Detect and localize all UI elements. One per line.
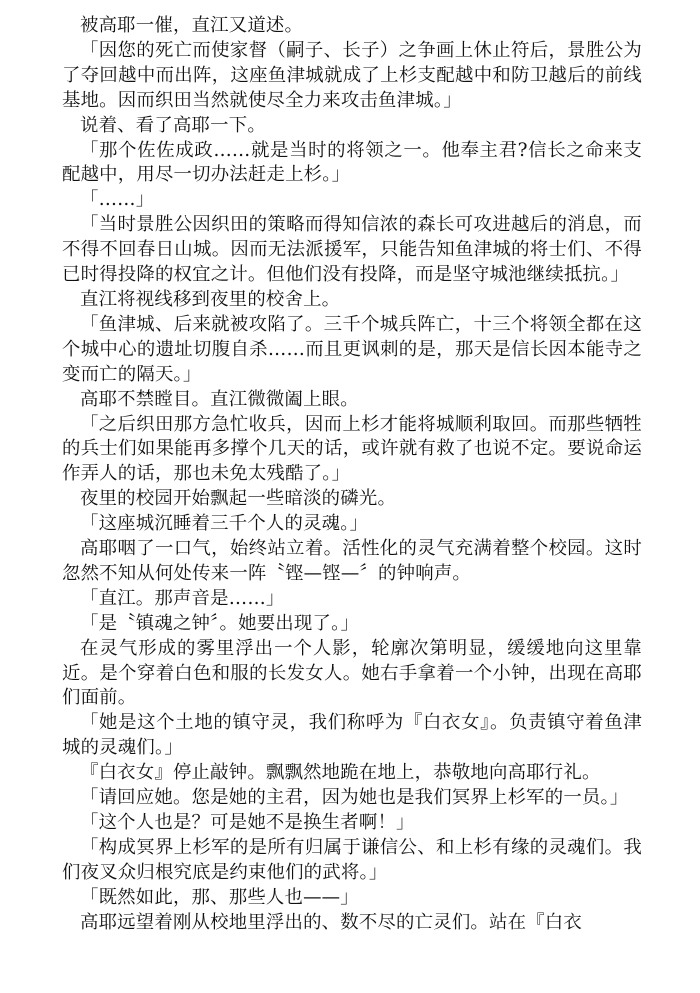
paragraph: 高耶咽了一口气，始终站立着。活性化的灵气充满着整个校园。这时忽然不知从何处传来一阵〝铿—铿—〞的钟响声。	[62, 538, 642, 584]
paragraph: 在灵气形成的雾里浮出一个人影，轮廓次第明显，缓缓地向这里靠近。是个穿着白色和服的长发女人。她右手拿着一个小钟，出现在高耶们面前。	[62, 637, 642, 709]
paragraph: 「构成冥界上杉军的是所有归属于谦信公、和上杉有缘的灵魂们。我们夜叉众归根究底是约束他们的武将。」	[62, 836, 642, 883]
paragraph: 『白衣女』停止敲钟。飘飘然地跪在地上，恭敬地向高耶行礼。	[80, 762, 601, 784]
paragraph: 「因您的死亡而使家督（嗣子、长子）之争画上休止符后，景胜公为了夺回越中而出阵，这座鱼津城就成了上杉支配越中和防卫越后的前线基地。因而织田当然就使尽全力来攻击鱼津城。」	[62, 39, 642, 111]
paragraph: 「之后织田那方急忙收兵，因而上杉才能将城顺利取回。而那些牺牲的兵士们如果能再多撑个几天的话，或许就有救了也说不定。要说命运作弄人的话，那也未免太残酷了。」	[62, 413, 642, 485]
document-page	[62, 14, 642, 936]
paragraph: 「请回应她。您是她的主君，因为她也是我们冥界上杉军的一员。」	[80, 787, 629, 809]
paragraph: 「是〝镇魂之钟〞。她要出现了。」	[80, 612, 360, 634]
paragraph: 「这个人也是？可是她不是换生者啊！」	[80, 812, 415, 833]
paragraph: 「……」	[80, 189, 155, 211]
paragraph: 直江将视线移到夜里的校舍上。	[80, 288, 341, 310]
paragraph: 「当时景胜公因织田的策略而得知信浓的森长可攻进越后的消息，而不得不回春日山城。因而无法派援军，只能告知鱼津城的将士们、不得已时得投降的权宜之计。但他们没有投降，而是坚守城池继续抵抗。」	[62, 214, 642, 286]
paragraph: 「直江。那声音是……」	[80, 587, 285, 609]
paragraph: 「这座城沉睡着三千个人的灵魂。」	[80, 513, 369, 535]
paragraph: 高耶不禁瞠目。直江微微阖上眼。	[80, 388, 359, 410]
paragraph: 夜里的校园开始飘起一些暗淡的磷光。	[80, 488, 397, 510]
paragraph: 「鱼津城、后来就被攻陷了。三千个城兵阵亡，十三个将领全都在这个城中心的遗址切腹自杀……而且更讽刺的是，那天是信长因本能寺之变而亡的隔天。」	[62, 313, 642, 385]
paragraph: 「既然如此，那、那些人也——」	[80, 886, 359, 908]
paragraph: 说着、看了高耶一下。	[80, 114, 266, 136]
paragraph: 高耶远望着刚从校地里浮出的、数不尽的亡灵们。站在『白衣	[80, 911, 582, 933]
paragraph: 被高耶一催，直江又道述。	[80, 15, 304, 36]
paragraph: 「她是这个土地的镇守灵，我们称呼为『白衣女』。负责镇守着鱼津城的灵魂们。」	[62, 712, 642, 759]
paragraph: 「那个佐佐成政……就是当时的将领之一。他奉主君?信长之命来支配越中，用尽一切办法赶走上杉。」	[62, 139, 642, 186]
